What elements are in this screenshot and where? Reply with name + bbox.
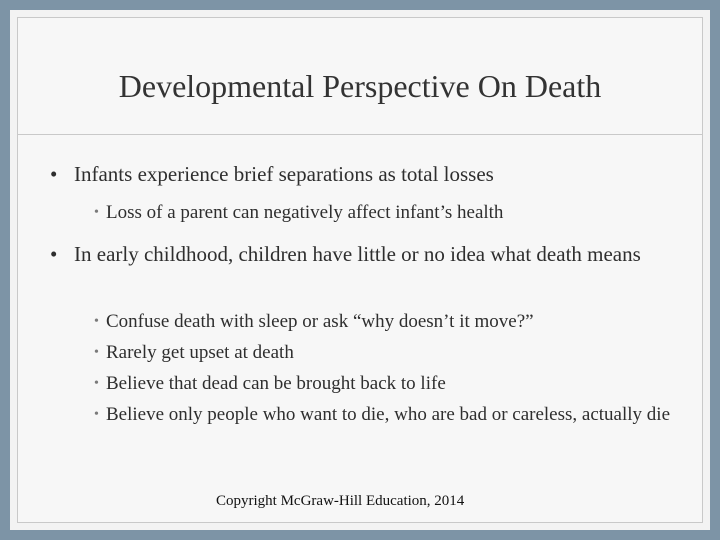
bullet-item <box>50 242 670 266</box>
sub-bullet-item <box>94 201 674 225</box>
bullet-marker: • <box>50 242 58 266</box>
sub-bullet-item <box>94 310 674 334</box>
sub-bullet-text: Confuse death with sleep or ask “why doesn’t it move?” <box>106 311 534 332</box>
copyright-footer: Copyright McGraw-Hill Education, 2014 <box>216 493 465 509</box>
sub-bullet-marker: • <box>94 314 99 329</box>
sub-bullet-text: Rarely get upset at death <box>106 342 294 363</box>
sub-bullet-text: Loss of a parent can negatively affect infant’s health <box>106 202 504 223</box>
sub-bullet-item <box>94 372 674 396</box>
sub-bullet-text: Believe that dead can be brought back to life <box>106 373 446 394</box>
sub-bullet-text: Believe only people who want to die, who are bad or careless, actually die <box>106 404 670 425</box>
sub-bullet-item <box>94 403 674 427</box>
sub-bullet-marker: • <box>94 376 99 391</box>
bullet-text: In early childhood, children have little or no idea what death means <box>74 242 641 266</box>
title-divider <box>18 134 702 135</box>
sub-bullet-marker: • <box>94 407 99 422</box>
slide-frame <box>10 10 710 530</box>
bullet-text: Infants experience brief separations as total losses <box>74 162 494 186</box>
sub-bullet-marker: • <box>94 345 99 360</box>
slide-title: Developmental Perspective On Death <box>118 68 602 104</box>
sub-bullet-item <box>94 341 674 365</box>
bullet-marker: • <box>50 162 58 186</box>
slide <box>17 17 703 523</box>
bullet-item <box>50 162 670 186</box>
sub-bullet-marker: • <box>94 205 99 220</box>
